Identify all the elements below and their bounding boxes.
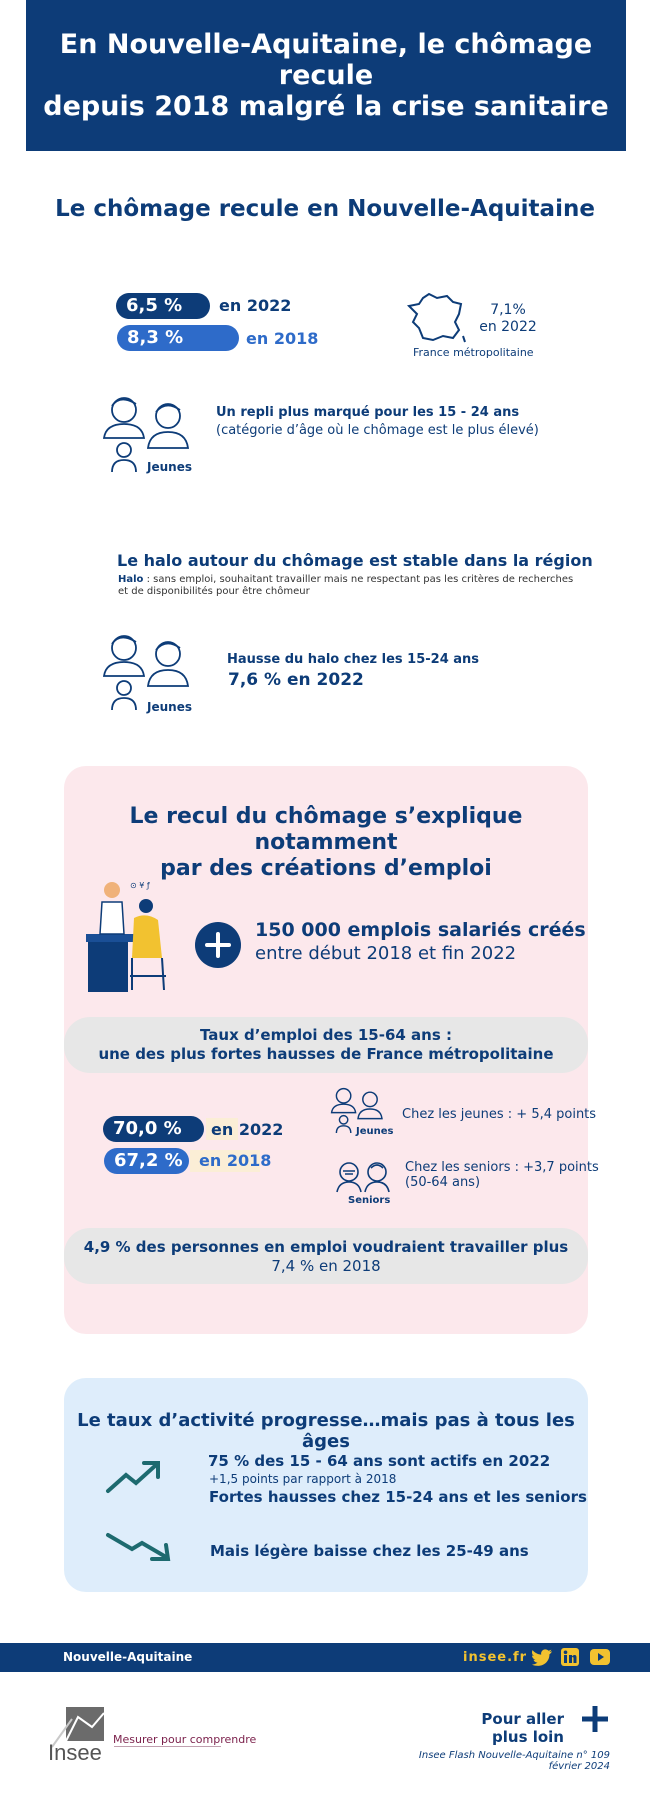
rate-2018-label: en 2018 xyxy=(246,329,319,348)
jeunes-emploi-text: Chez les jeunes : + 5,4 points xyxy=(402,1107,597,1122)
temps-partiel-banner: 4,9 % des personnes en emploi voudraient travailler plus 7,4 % en 2018 xyxy=(64,1228,588,1284)
activite-down-text: Mais légère baisse chez les 25-49 ans xyxy=(210,1542,529,1560)
halo-hausse-title: Hausse du halo chez les 15-24 ans xyxy=(227,652,480,667)
halo-title: Le halo autour du chômage est stable dans la région xyxy=(117,551,593,570)
france-map-icon xyxy=(407,292,467,344)
section-chomage-title: Le chômage recule en Nouvelle-Aquitaine xyxy=(55,196,595,222)
activite-title: Le taux d’activité progresse…mais pas à tous les âges xyxy=(77,1410,575,1452)
emploi-2018-label: en 2018 xyxy=(199,1151,272,1170)
jeunes-label-3: Jeunes xyxy=(356,1126,394,1137)
jeunes-title: Un repli plus marqué pour les 15 - 24 ans xyxy=(216,405,520,420)
emplois-crees-title: 150 000 emplois salariés créés xyxy=(255,919,586,941)
job-interview-illustration xyxy=(84,878,174,996)
pour-aller-plus-loin[interactable]: Pour aller plus loin xyxy=(481,1710,564,1746)
insee-tagline: Mesurer pour comprendre xyxy=(113,1733,257,1746)
linkedin-icon[interactable] xyxy=(561,1648,579,1666)
emploi-2022-pill: 70,0 % xyxy=(103,1116,204,1142)
insee-site-link[interactable]: insee.fr xyxy=(463,1650,528,1665)
trend-up-icon xyxy=(106,1459,162,1493)
page-title: En Nouvelle-Aquitaine, le chômage recule depuis 2018 malgré la crise sanitaire xyxy=(43,29,609,122)
rate-2022-pill: 6,5 % xyxy=(116,293,210,319)
rate-2018-pill: 8,3 % xyxy=(117,325,239,351)
plus-circle-icon xyxy=(195,922,241,968)
youth-people-icon xyxy=(100,630,196,710)
seniors-label: Seniors xyxy=(348,1195,391,1206)
plus-icon[interactable] xyxy=(580,1704,610,1734)
seniors-people-icon xyxy=(335,1160,393,1192)
seniors-emploi-text: Chez les seniors : +3,7 points (50-64 ans) xyxy=(405,1160,599,1190)
rate-2022-label: en 2022 xyxy=(219,296,292,315)
page-header xyxy=(26,0,626,151)
footer-bar xyxy=(0,1643,650,1672)
jeunes-label-2: Jeunes xyxy=(147,700,192,714)
jeunes-label: Jeunes xyxy=(147,460,192,474)
emploi-2018-pill: 67,2 % xyxy=(104,1148,189,1174)
taux-emploi-banner: Taux d’emploi des 15-64 ans : une des plus fortes hausses de France métropolitaine xyxy=(64,1017,588,1073)
footer-region: Nouvelle-Aquitaine xyxy=(63,1650,193,1664)
activite-up-detail: Fortes hausses chez 15-24 ans et les seniors xyxy=(209,1488,587,1506)
svg-text:⊙ ¥ ƒ: ⊙ ¥ ƒ xyxy=(130,881,150,890)
halo-definition: Halo : sans emploi, souhaitant travailler mais ne respectant pas les critères de recherches et de disponibilités pour être chômeur xyxy=(118,574,574,597)
youtube-icon[interactable] xyxy=(590,1648,610,1666)
publication-reference: Insee Flash Nouvelle-Aquitaine n° 109 février 2024 xyxy=(418,1750,610,1772)
france-rate: 7,1% en 2022 xyxy=(479,302,537,335)
jeunes-subtitle: (catégorie d’âge où le chômage est le plus élevé) xyxy=(216,423,539,438)
twitter-icon[interactable] xyxy=(532,1649,552,1666)
activite-up-title: 75 % des 15 - 64 ans sont actifs en 2022 xyxy=(208,1452,551,1470)
emploi-2022-label: en 2022 xyxy=(211,1120,284,1139)
france-caption: France métropolitaine xyxy=(413,346,534,359)
insee-logo-text: Insee xyxy=(48,1740,102,1765)
activite-up-subtitle: +1,5 points par rapport à 2018 xyxy=(209,1472,397,1486)
emploi-title: Le recul du chômage s’explique notamment par des créations d’emploi xyxy=(129,804,523,881)
halo-hausse-value: 7,6 % en 2022 xyxy=(228,670,364,690)
emplois-crees-subtitle: entre début 2018 et fin 2022 xyxy=(255,943,517,964)
trend-down-icon xyxy=(106,1533,172,1563)
